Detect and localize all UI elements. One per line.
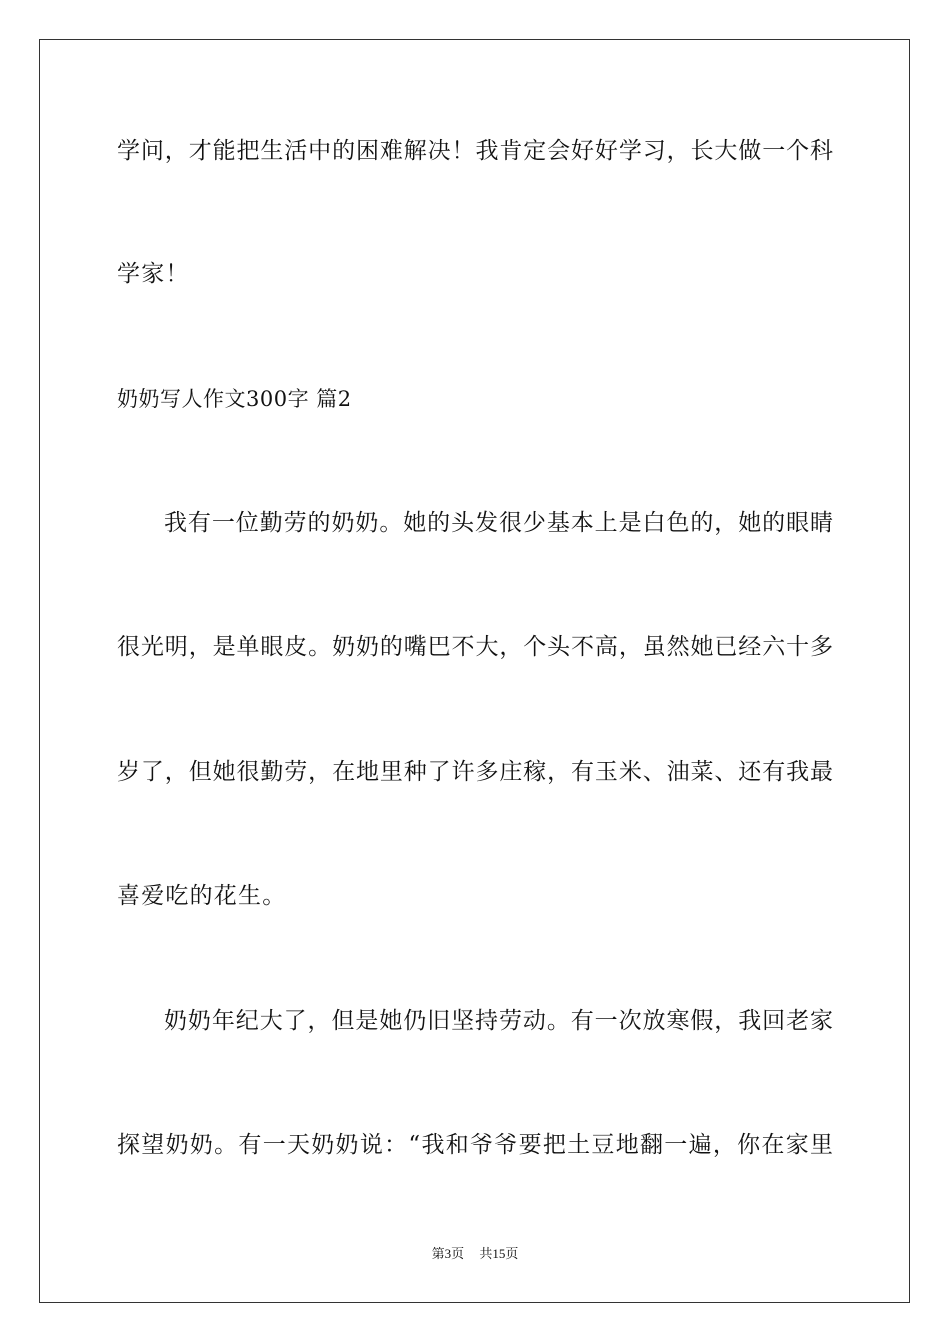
page-number: 第3页 [431,1246,465,1261]
total-pages: 共15页 [479,1246,519,1261]
text-line: 探望奶奶。有一天奶奶说：“我和爷爷要把土豆地翻一遍，你在家里 [117,1132,833,1158]
text-line: 学问，才能把生活中的困难解决！我肯定会好好学习，长大做一个科 [117,138,833,164]
section-heading: 奶奶写人作文300字 篇2 [117,387,352,411]
page-border [39,39,910,1303]
text-line: 岁了，但她很勤劳，在地里种了许多庄稼，有玉米、油菜、还有我最 [117,759,833,785]
text-line: 奶奶年纪大了，但是她仍旧坚持劳动。有一次放寒假，我回老家 [164,1008,833,1034]
text-line: 很光明，是单眼皮。奶奶的嘴巴不大，个头不高，虽然她已经六十多 [117,634,833,660]
text-line: 喜爱吃的花生。 [117,883,287,909]
text-line: 我有一位勤劳的奶奶。她的头发很少基本上是白色的，她的眼睛 [164,510,833,536]
page-footer [0,1245,950,1263]
text-line: 学家！ [117,261,190,287]
